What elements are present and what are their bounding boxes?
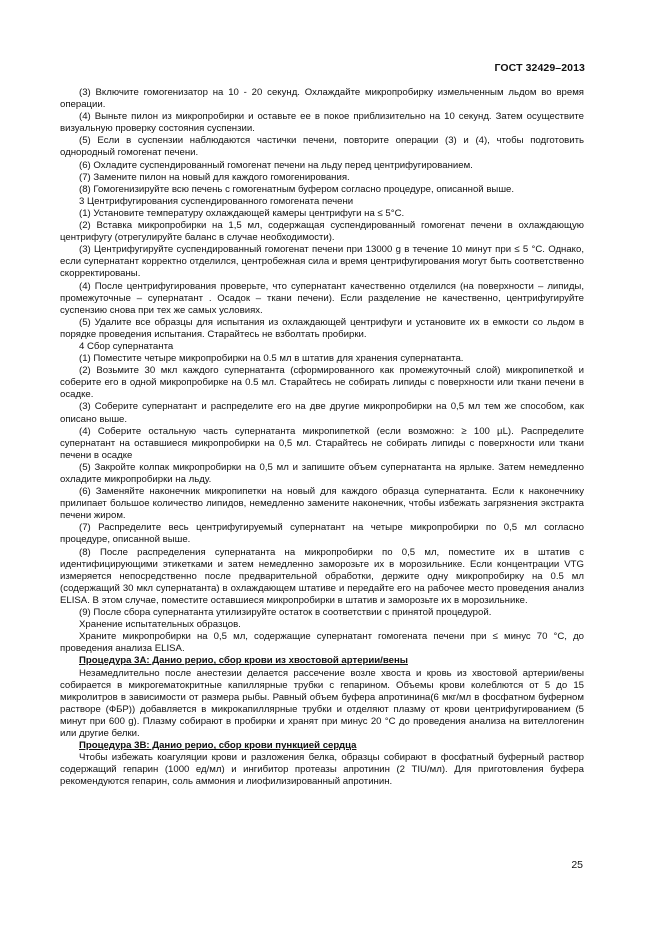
paragraph: (7) Распределите весь центрифугируемый супернатант на четыре микропробирки по 0,5 мл согласно процедуре, описанной выше.	[60, 522, 584, 546]
paragraph: Чтобы избежать коагуляции крови и разложения белка, образцы собирают в фосфатный буферный раствор содержащий гепарин (1000 ед/мл) и ингибитор протеазы апротинин (2 TIU/мл). Для приготовления буфера рекомендуются гепарин, соль аммония и лиофилизированный апротинин.	[60, 752, 584, 788]
paragraph: (4) Выньте пилон из микропробирки и оставьте ее в покое приблизительно на 10 секунд. Затем осуществите визуальную проверку состояния суспензии.	[60, 111, 584, 135]
paragraph: (6) Заменяйте наконечник микропипетки на новый для каждого образца супернатанта. Если к наконечнику прилипает большое количество липидов, немедленно замените наконечник, чтобы избежать загрязнения экстракта печени жиром.	[60, 486, 584, 522]
page-number: 25	[571, 859, 583, 871]
section-heading: 3 Центрифугирования суспендированного гомогената печени	[79, 195, 354, 207]
paragraph: (5) Если в суспензии наблюдаются частички печени, повторите операции (3) и (4), чтобы подготовить однородный гомогенат печени.	[60, 135, 584, 159]
paragraph: (3) Включите гомогенизатор на 10 - 20 секунд. Охлаждайте микропробирку измельченным льдом во время операции.	[60, 87, 584, 111]
paragraph: (9) После сбора супернатанта утилизируйте остаток в соответствии с принятой процедурой.	[79, 607, 492, 619]
section-heading: 4 Сбор супернатанта	[79, 340, 174, 352]
paragraph: Храните микропробирки на 0,5 мл, содержащие супернатант гомогената печени при ≤ минус 70 °С, до проведения анализа ELISA.	[60, 631, 584, 655]
procedure-heading-3b-text: Процедура 3В: Данио рерио, сбор крови пункцией сердца	[79, 740, 357, 752]
paragraph: (6) Охладите суспендированный гомогенат печени на льду перед центрифугированием.	[79, 159, 473, 171]
procedure-heading-3a-text: Процедура 3А: Данио рерио, сбор крови из хвостовой артерии/вены	[79, 655, 408, 667]
paragraph: (8) Гомогенизируйте всю печень с гомогенатным буфером согласно процедуре, описанной выше.	[79, 183, 515, 195]
paragraph: Незамедлительно после анестезии делается рассечение возле хвоста и кровь из хвостовой артерии/вены собирается в микрогематокритные капиллярные трубки с гепарином. Объемы крови колеблются от 5 до 15 микролитров в зависимости от размера рыбы. Равный объем буфера апротинина(6 мкг/мл в фосфатном буферном растворе (ФБР)) добавляется в микрокапиллярные трубки и отделяют плазму от крови центрифугированием (5 минут при 600 g). Плазму собирают в пробирки и хранят при минус 20 °С до проведения анализа на вителлогенин или другие белки.	[60, 667, 584, 739]
paragraph: (8) После распределения супернатанта на микропробирки по 0,5 мл, поместите их в штатив с идентифицирующими этикетками и затем немедленно заморозьте их в морозильнике. Если концентрации VTG измеряется непосредственно после предварительной обработки, держите одну микропробирку на 0.5 мл (содержащий 30 мкл супернатанта) в охлаждающем штативе и передайте его на рабочее место проведения анализ ELISA. В этом случае, поместите оставшиеся микропробирки в штатив и заморозьте их в морозильнике.	[60, 546, 584, 606]
paragraph: (5) Закройте колпак микропробирки на 0,5 мл и запишите объем супернатанта на ярлыке. Затем немедленно охладите микропробирки на льду.	[60, 461, 584, 485]
paragraph: (4) Соберите остальную часть супернатанта микропипеткой (если возможно: ≥ 100 µL). Распределите супернатант на оставшиеся микропробирки на 0,5 мл. Старайтесь не собирать липиды с поверхности или ткани печени в осадке	[60, 425, 584, 461]
procedure-heading-3b	[60, 740, 584, 752]
paragraph: (3) Центрифугируйте суспендированный гомогенат печени при 13000 g в течение 10 минут при ≤ 5 °С. Однако, если супернатант корректно отделился, центробежная сила и время центрифугирования могут быть соответственно скорректированы.	[60, 244, 584, 280]
paragraph: (2) Возьмите 30 мкл каждого супернатанта (сформированного как промежуточный слой) микропипеткой и соберите его в одной микропробирке на 0.5 мл. Старайтесь не собирать липиды с поверхности или ткани печени в осадке.	[60, 365, 584, 401]
procedure-heading-3a	[60, 655, 584, 667]
paragraph: (7) Замените пилон на новый для каждого гомогенирования.	[79, 171, 350, 183]
paragraph: (1) Поместите четыре микропробирки на 0.5 мл в штатив для хранения супернатанта.	[79, 353, 464, 365]
paragraph: (1) Установите температуру охлаждающей камеры центрифуги на ≤ 5°С.	[79, 207, 405, 219]
paragraph: (5) Удалите все образцы для испытания из охлаждающей центрифуги и установите их в емкости со льдом в порядке проведения испытания. Старайтесь не взболтать пробирки.	[60, 316, 584, 340]
paragraph: (4) После центрифугирования проверьте, что супернатант качественно отделился (на поверхности – липиды, промежуточные – супернатант . Осадок – ткани печени). Если разделение не качественно, центрифугируйте суспензию снова при тех же самых условиях.	[60, 280, 584, 316]
paragraph: Хранение испытательных образцов.	[79, 619, 241, 631]
document-body	[60, 87, 584, 788]
paragraph: (3) Соберите супернатант и распределите его на две другие микропробирки на 0,5 мл тем же способом, как описано выше.	[60, 401, 584, 425]
paragraph: (2) Вставка микропробирки на 1,5 мл, содержащая суспендированный гомогенат печени в охлаждающую центрифугу (отрегулируйте баланс в случае необходимости).	[60, 220, 584, 244]
document-code: ГОСТ 32429–2013	[494, 62, 585, 74]
